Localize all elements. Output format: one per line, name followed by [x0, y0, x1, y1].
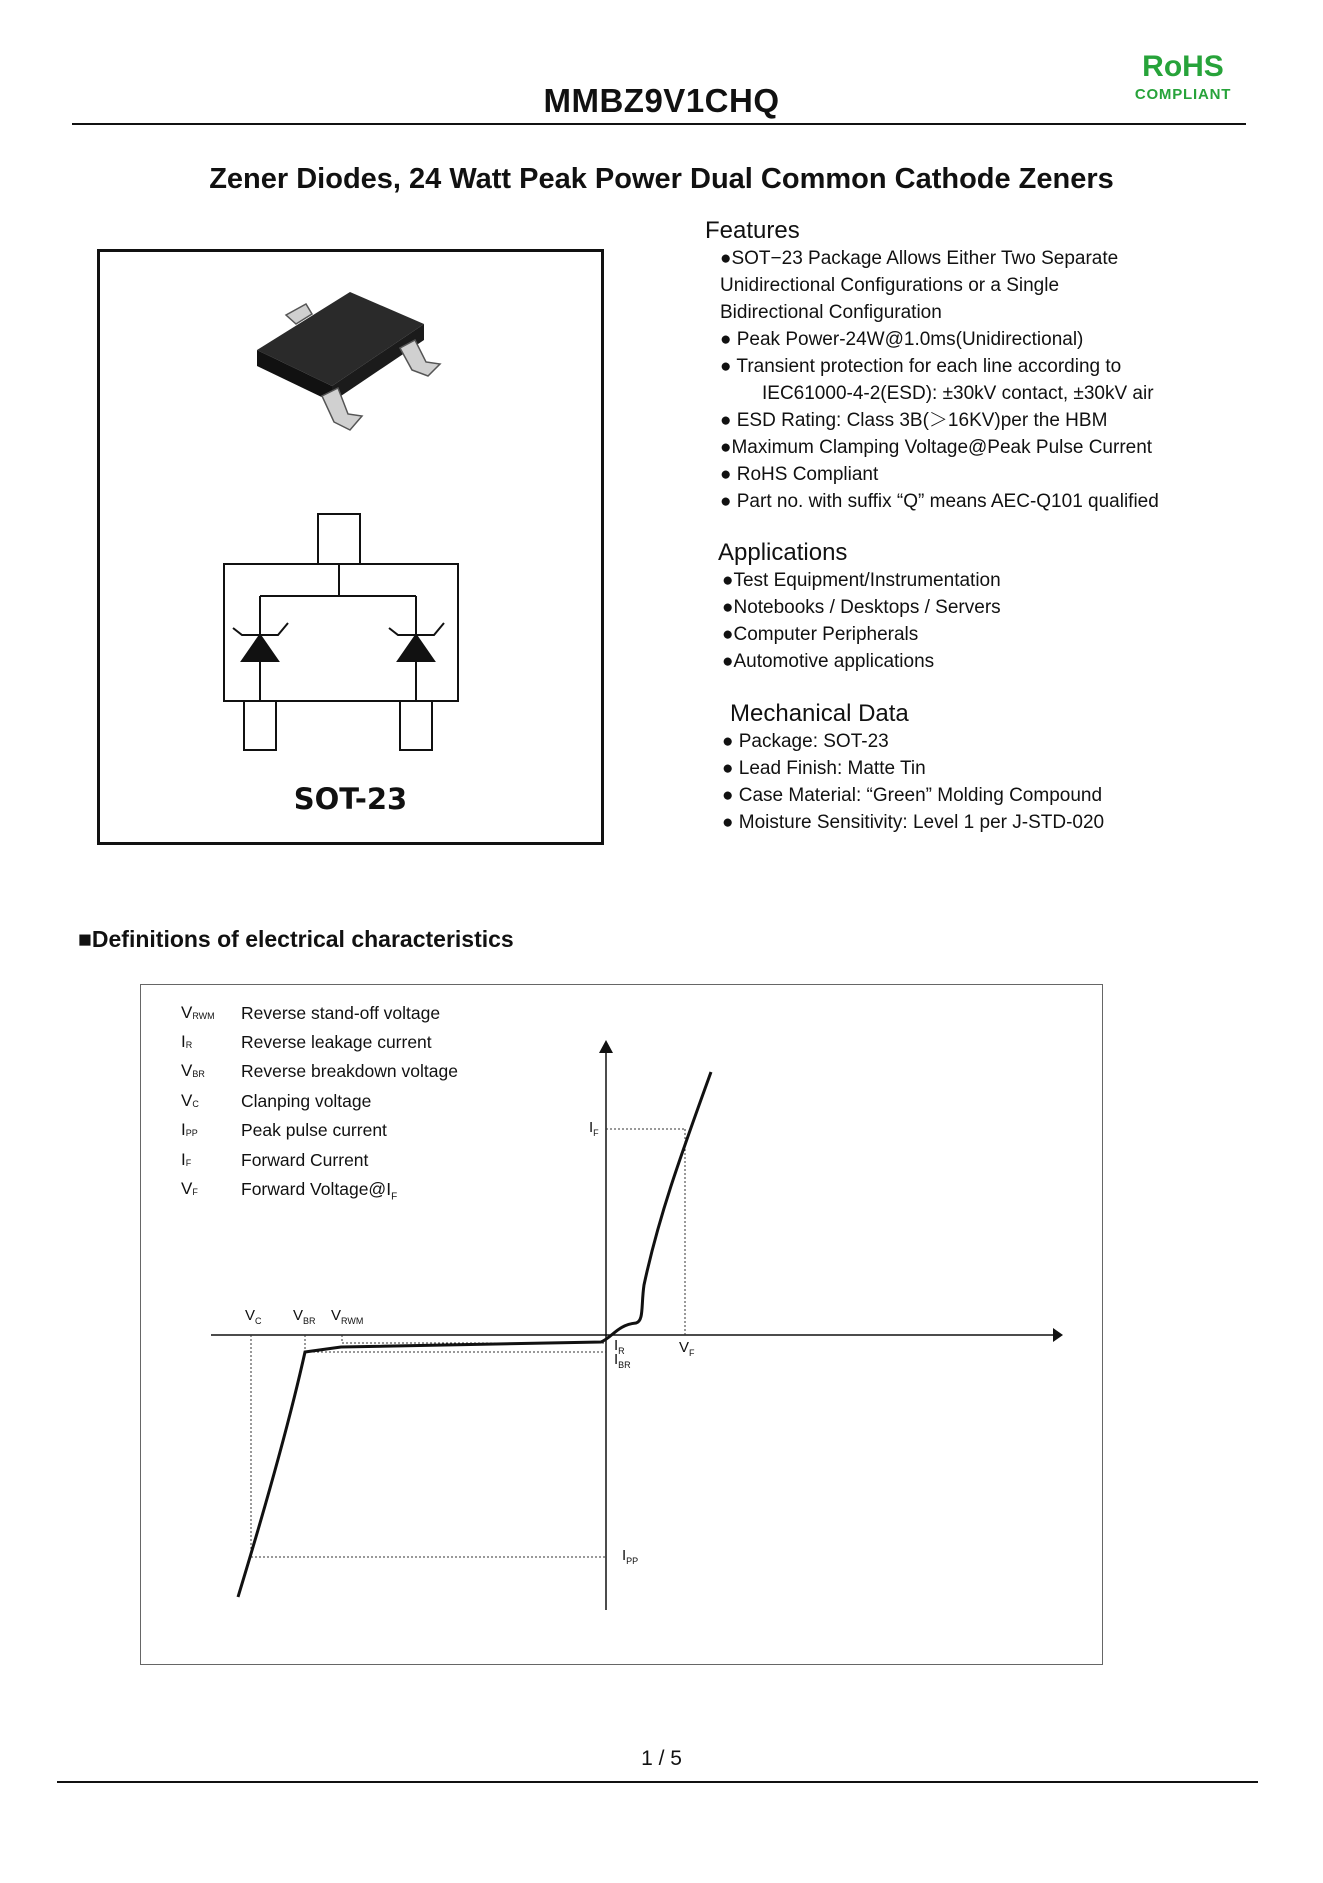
applications-heading: Applications [718, 539, 848, 566]
list-item: ● Moisture Sensitivity: Level 1 per J-STD-020 [722, 812, 1105, 833]
label-vc: $V_C$ [245, 1307, 262, 1326]
rohs-compliant-text: COMPLIANT [1134, 86, 1232, 103]
list-item: ●Maximum Clamping Voltage@Peak Pulse Current [720, 437, 1153, 458]
iv-characteristic-diagram [140, 984, 1103, 1665]
legend-row-vf: $V_F$ Forward $Voltage@I_F$ [181, 1179, 398, 1203]
list-item: ● Lead Finish: Matte Tin [722, 758, 926, 779]
label-ibr: $I_{BR}$ [614, 1351, 631, 1370]
list-item: IEC61000-4-2(ESD): ±30kV contact, ±30kV air [762, 383, 1154, 404]
mechanical-data-heading: Mechanical Data [730, 700, 909, 727]
list-item: ●Test Equipment/Instrumentation [722, 570, 1001, 591]
list-item: ● Transient protection for each line according to [720, 356, 1122, 377]
sot23-chip-icon [257, 292, 440, 430]
list-item: ● Case Material: “Green” Molding Compound [722, 785, 1103, 806]
list-item: ● ESD Rating: Class 3B(＞16KV)per the HBM [720, 410, 1108, 431]
list-item: ●SOT−23 Package Allows Either Two Separate [720, 248, 1119, 269]
list-item: ● Package: SOT-23 [722, 731, 889, 752]
label-vrwm: $V_{RWM}$ [331, 1307, 364, 1326]
list-item: ●Computer Peripherals [722, 624, 919, 645]
y-axis-arrow-icon [599, 1040, 613, 1053]
header-divider [72, 123, 1246, 125]
dual-zener-schematic [224, 514, 458, 750]
features-list [720, 245, 1159, 515]
label-vf: $V_F$ [679, 1339, 695, 1358]
legend-row-ir: $I_R$ Reverse leakage current [181, 1032, 432, 1052]
label-if: $I_F$ [589, 1119, 599, 1138]
package-drawing [100, 252, 607, 848]
rohs-text: RoHS [1142, 50, 1224, 83]
list-item: ● Peak Power-24W@1.0ms(Unidirectional) [720, 329, 1084, 350]
legend-row-vrwm: $V_{RWM}$ Reverse stand-off voltage [181, 1003, 441, 1023]
legend-row-ipp: $I_{PP}$ Peak pulse current [181, 1120, 387, 1140]
legend-row-vc: $V_C$ Clanping voltage [181, 1091, 372, 1111]
list-item: ●Automotive applications [722, 651, 935, 672]
document-title: Zener Diodes, 24 Watt Peak Power Dual Common Cathode Zeners [209, 163, 1114, 195]
rohs-logo [1128, 50, 1238, 103]
list-item: Bidirectional Configuration [720, 302, 942, 323]
list-item: ● RoHS Compliant [720, 464, 879, 485]
package-illustration [97, 249, 604, 845]
package-label: SOT-23 [293, 782, 408, 816]
list-item: ● Part no. with suffix “Q” means AEC-Q101 qualified [720, 491, 1159, 512]
applications-list [722, 567, 1001, 675]
part-number: MMBZ9V1CHQ [543, 82, 780, 119]
features-heading: Features [705, 217, 800, 244]
footer-divider [57, 1781, 1258, 1783]
legend-row-vbr: $V_{BR}$ Reverse breakdown voltage [181, 1061, 458, 1081]
page-number: 1 / 5 [641, 1747, 682, 1770]
label-ipp: $I_{PP}$ [622, 1547, 639, 1566]
x-axis-arrow-icon [1053, 1328, 1063, 1342]
list-item: ●Notebooks / Desktops / Servers [722, 597, 1001, 618]
label-ir: $I_R$ [614, 1337, 625, 1356]
mechanical-data-list [722, 728, 1104, 836]
label-vbr: $V_{BR}$ [293, 1307, 316, 1326]
definitions-heading: ■Definitions of electrical characteristics [78, 926, 514, 952]
list-item: Unidirectional Configurations or a Single [720, 275, 1060, 296]
legend-row-if: $I_F$ Forward Current [181, 1150, 369, 1170]
